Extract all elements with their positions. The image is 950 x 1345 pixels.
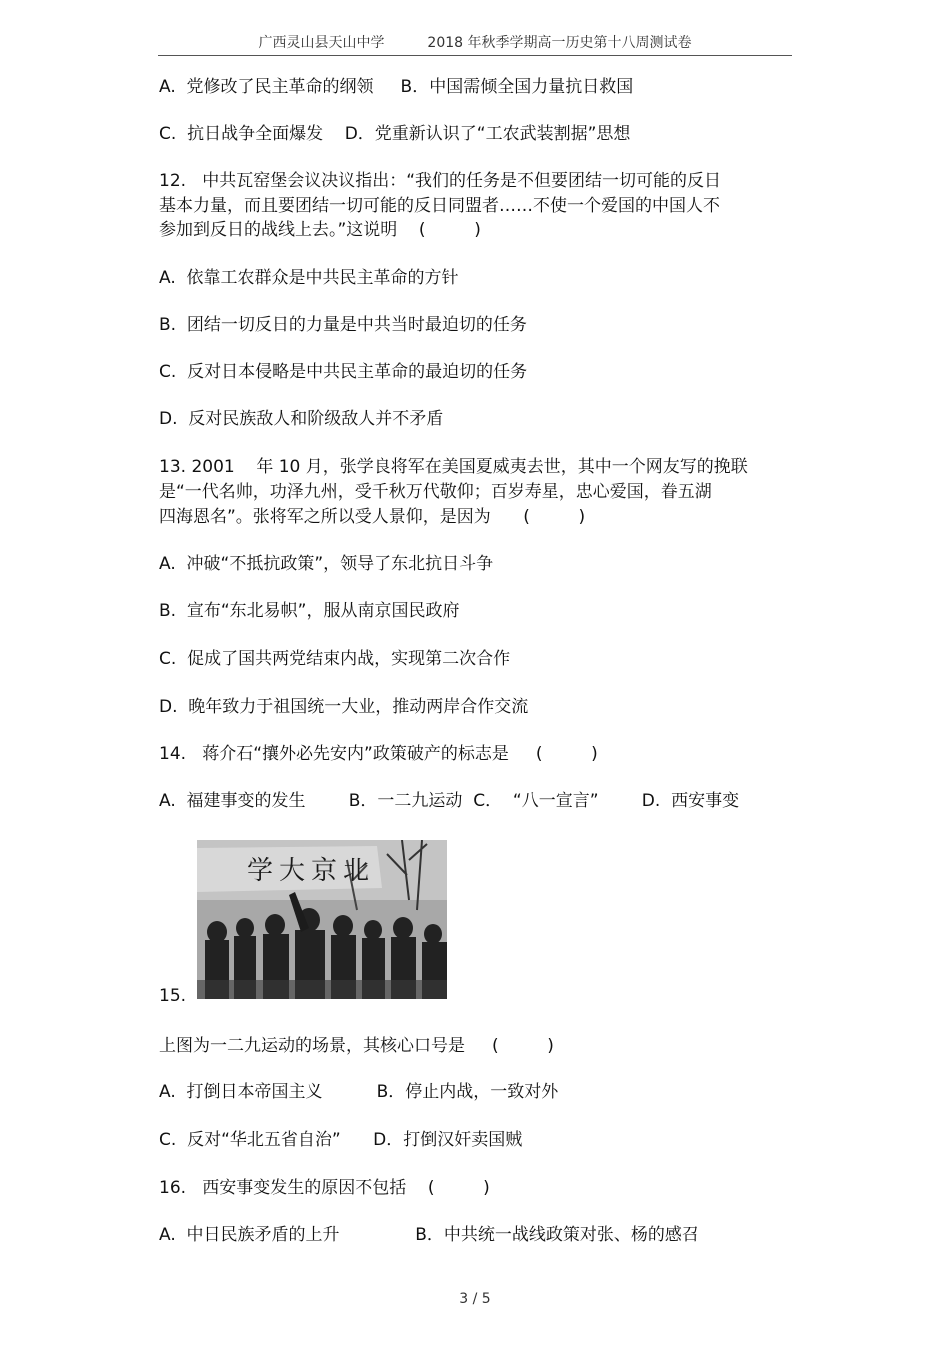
q12-stem-line2: 基本力量，而且要团结一切可能的反日同盟者……不使一个爱国的中国人不 <box>159 196 720 216</box>
q14-stem: 14. 蒋介石“攘外必先安内”政策破产的标志是 ( ) <box>159 744 598 764</box>
q13-stem-line3: 四海恩名”。张将军之所以受人景仰，是因为 ( ) <box>159 507 586 527</box>
q16-stem: 16. 西安事变发生的原因不包括 ( ) <box>159 1178 490 1198</box>
q11-options-ab: A. 党修改了民主革命的纲领 B．中国需倾全国力量抗日救国 <box>159 77 634 97</box>
q12-option-b: B. 团结一切反日的力量是中共当时最迫切的任务 <box>159 315 527 335</box>
december-ninth-movement-photo <box>197 840 447 999</box>
header-school: 广西灵山县天山中学 <box>258 35 385 51</box>
q16-options-ab: A. 中日民族矛盾的上升 B．中共统一战线政策对张、杨的感召 <box>159 1225 699 1245</box>
header-divider <box>158 55 792 56</box>
q13-option-a: A. 冲破“不抵抗政策”，领导了东北抗日斗争 <box>159 554 494 574</box>
q13-stem-line1: 13. 2001 年 10 月，张学良将军在美国夏威夷去世，其中一个网友写的挽联 <box>159 457 748 477</box>
q15-stem: 上图为一二九运动的场景，其核心口号是 ( ) <box>159 1036 554 1056</box>
q12-stem-line1: 12. 中共瓦窑堡会议决议指出：“我们的任务是不但要团结一切可能的反日 <box>159 171 722 191</box>
q13-option-b: B. 宣布“东北易帜”，服从南京国民政府 <box>159 601 460 621</box>
header-exam: 2018 年秋季学期高一历史第十八周测试卷 <box>427 35 692 51</box>
q12-option-c: C. 反对日本侵略是中共民主革命的最迫切的任务 <box>159 362 528 382</box>
page-number: 3 / 5 <box>459 1291 491 1307</box>
q13-option-c: C. 促成了国共两党结束内战，实现第二次合作 <box>159 649 511 669</box>
q12-option-d: D. 反对民族敌人和阶级敌人并不矛盾 <box>159 409 444 429</box>
q14-options: A. 福建事变的发生 B．一二九运动 C． “八一宣言” D. 西安事变 <box>159 791 740 811</box>
q12-stem-line3: 参加到反日的战线上去。”这说明 ( ) <box>159 220 481 240</box>
q13-stem-line2: 是“一代名帅，功泽九州，受千秋万代敬仰；百岁寿星，忠心爱国，眷五湖 <box>159 482 712 502</box>
q15-options-ab: A. 打倒日本帝国主义 B．停止内战，一致对外 <box>159 1082 559 1102</box>
q11-options-cd: C. 抗日战争全面爆发 D．党重新认识了“工农武装割据”思想 <box>159 124 631 144</box>
q15-number: 15. <box>159 986 187 1006</box>
photo-banner-text: 北京大学 <box>246 856 375 886</box>
q12-option-a: A. 依靠工农群众是中共民主革命的方针 <box>159 268 459 288</box>
q13-option-d: D. 晚年致力于祖国统一大业，推动两岸合作交流 <box>159 697 529 717</box>
page-header <box>158 34 792 52</box>
q15-options-cd: C. 反对“华北五省自治” D．打倒汉奸卖国贼 <box>159 1130 523 1150</box>
